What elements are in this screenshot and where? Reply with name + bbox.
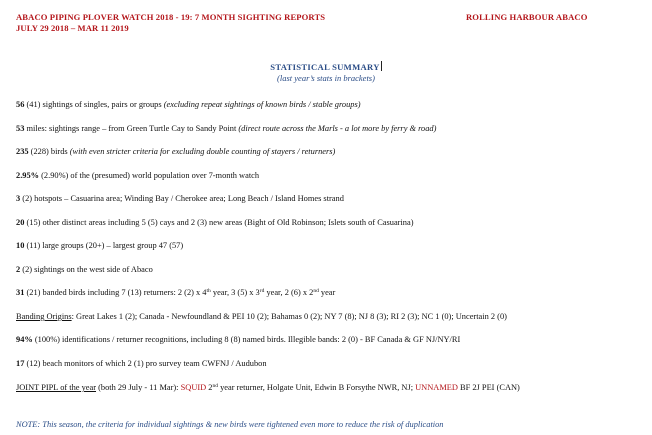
stat-large-groups: 10 (11) large groups (20+) – largest group 47 (57) <box>16 241 184 250</box>
joint-pipl-label: JOINT PIPL of the year <box>16 383 97 392</box>
stat-hotspots: 3 (2) hotspots – Casuarina area; Winding Bay / Cherokee area; Long Beach / Island Homes strand <box>16 194 344 203</box>
stat-other-areas: 20 (15) other distinct areas including 5 (5) cays and 2 (3) new areas (Bight of Old Robinson; Islets south of Casuarina) <box>16 218 414 227</box>
stat-west-side: 2 (2) sightings on the west side of Abaco <box>16 265 153 274</box>
stat-birds: 235 (228) birds (with even stricter criteria for excluding double counting of stayers / returners) <box>16 147 336 156</box>
summary-title <box>0 61 652 72</box>
banding-origins-label: Banding Origins <box>16 312 72 321</box>
stat-world-population: 2.95% (2.90%) of the (presumed) world population over 7-month watch <box>16 171 260 180</box>
report-title: ABACO PIPING PLOVER WATCH 2018 - 19: 7 MONTH SIGHTING REPORTS <box>16 12 326 22</box>
report-date-range: JULY 29 2018 – MAR 11 2019 <box>16 23 129 33</box>
squid-name: SQUID <box>180 383 207 392</box>
joint-pipl-of-year: JOINT PIPL of the year (both 29 July - 11 Mar): SQUID 2nd year returner, Holgate Unit, Edwin B Forsythe NWR, NJ; UNNAMED BF 2J PEI (CAN) <box>16 383 520 392</box>
stat-range: 53 miles: sightings range – from Green Turtle Cay to Sandy Point (direct route across the Marls - a lot more by ferry & road) <box>16 124 437 133</box>
methodology-note: NOTE: This season, the criteria for individual sightings & new birds were tightened even more to reduce the risk of duplication <box>16 420 444 429</box>
stat-beach-monitors: 17 (12) beach monitors of which 2 (1) pro survey team CWFNJ / Audubon <box>16 359 267 368</box>
stat-identifications: 94% (100%) identifications / returner recognitions, including 8 (8) named birds. Illegible bands: 2 (0) - BF Canada & GF NJ/NY/RI <box>16 335 461 344</box>
text-cursor <box>381 61 382 71</box>
summary-subtitle: (last year’s stats in brackets) <box>277 73 375 83</box>
summary-title-text: STATISTICAL SUMMARY <box>270 62 380 72</box>
stat-sightings: 56 (41) sightings of singles, pairs or groups (excluding repeat sightings of known birds / stable groups) <box>16 100 361 109</box>
organization-name: ROLLING HARBOUR ABACO <box>466 12 588 22</box>
stat-banding-origins: Banding Origins: Great Lakes 1 (2); Canada - Newfoundland & PEI 10 (2); Bahamas 0 (2); NY 7 (8); NJ 8 (3); RI 2 (3); NC 1 (0); Uncertain 2 (0) <box>16 312 507 321</box>
unnamed-name: UNNAMED <box>415 383 458 392</box>
stat-banded-birds: 31 (21) banded birds including 7 (13) returners: 2 (2) x 4th year, 3 (5) x 3rd year, 2 (6) x 2nd year <box>16 288 336 297</box>
